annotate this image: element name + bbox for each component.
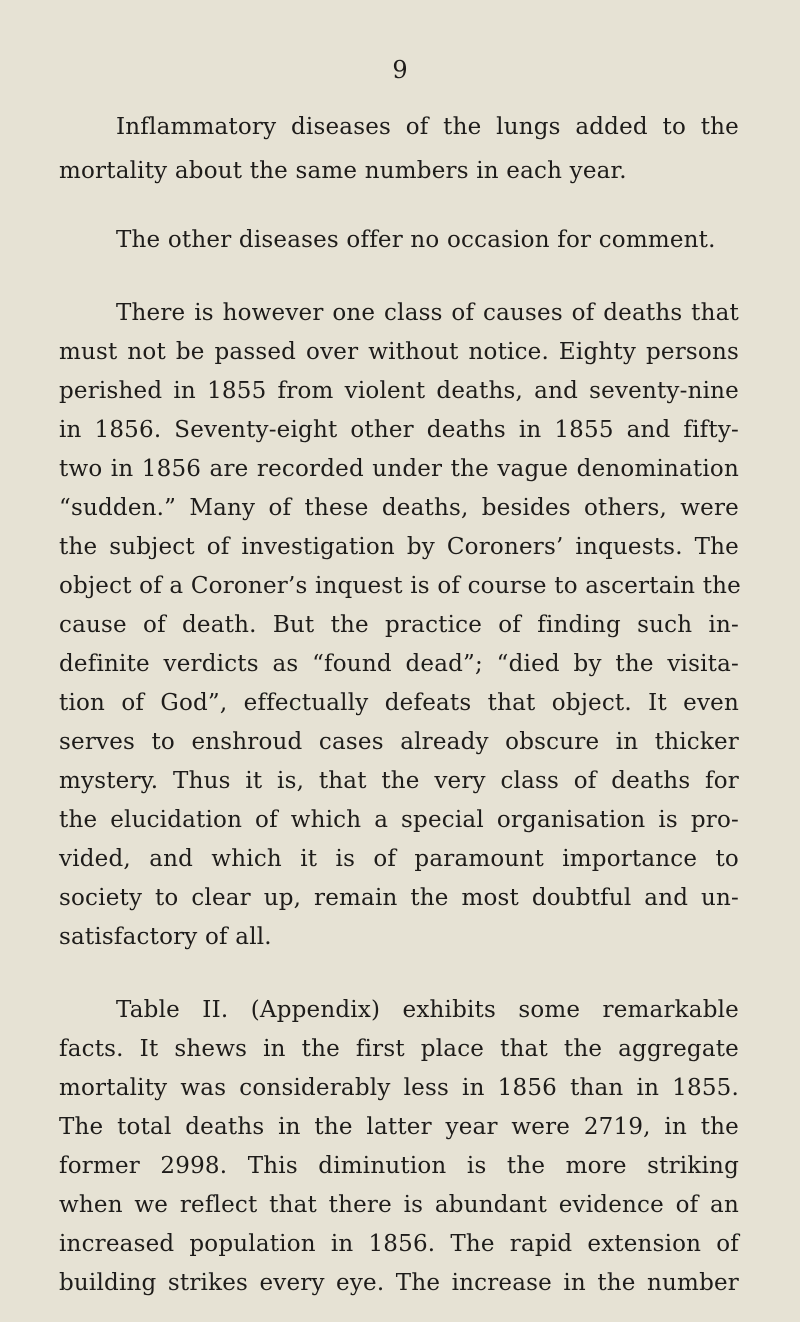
paragraph-3-line-1: There is however one class of causes of deaths that — [116, 300, 739, 326]
paragraph-4-line-1: Table II. (Appendix) exhibits some remarkable — [116, 997, 739, 1023]
paragraph-3-line-9: cause of death. But the practice of finding such in- — [59, 612, 739, 638]
paragraph-3-line-15: vided, and which it is of paramount importance to — [59, 846, 739, 872]
paragraph-4-line-7: increased population in 1856. The rapid extension of — [59, 1231, 739, 1257]
paragraph-3-line-16: society to clear up, remain the most doubtful and un- — [59, 885, 739, 911]
paragraph-3-line-10: definite verdicts as “found dead”; “died by the visita- — [59, 651, 739, 677]
paragraph-3-line-2: must not be passed over without notice. Eighty persons — [59, 339, 739, 365]
paragraph-3-line-17: satisfactory of all. — [59, 924, 272, 950]
paragraph-3-line-5: two in 1856 are recorded under the vague denomination — [59, 456, 739, 482]
page-number: 9 — [392, 56, 408, 84]
paragraph-3-line-11: tion of God”, effectually defeats that object. It even — [59, 690, 739, 716]
paragraph-4-line-3: mortality was considerably less in 1856 than in 1855. — [59, 1075, 739, 1101]
paragraph-3-line-4: in 1856. Seventy-eight other deaths in 1855 and fifty- — [59, 417, 739, 443]
paragraph-4-line-6: when we reflect that there is abundant evidence of an — [59, 1192, 739, 1218]
paragraph-3-line-6: “sudden.” Many of these deaths, besides others, were — [59, 495, 739, 521]
paragraph-3-line-8: object of a Coroner’s inquest is of course to ascertain the — [59, 573, 741, 599]
paragraph-1-line-1: Inflammatory diseases of the lungs added to the — [116, 114, 739, 140]
paragraph-1-line-2: mortality about the same numbers in each year. — [59, 158, 627, 184]
paragraph-4-line-4: The total deaths in the latter year were 2719, in the — [59, 1114, 739, 1140]
paragraph-3-line-3: perished in 1855 from violent deaths, and seventy-nine — [59, 378, 739, 404]
paragraph-3-line-14: the elucidation of which a special organisation is pro- — [59, 807, 739, 833]
paragraph-3-line-13: mystery. Thus it is, that the very class of deaths for — [59, 768, 739, 794]
paragraph-2-line-1: The other diseases offer no occasion for comment. — [116, 227, 716, 253]
paragraph-4-line-2: facts. It shews in the first place that the aggregate — [59, 1036, 739, 1062]
paragraph-4-line-5: former 2998. This diminution is the more striking — [59, 1153, 739, 1179]
paragraph-3-line-12: serves to enshroud cases already obscure in thicker — [59, 729, 739, 755]
paragraph-3-line-7: the subject of investigation by Coroners’ inquests. The — [59, 534, 739, 560]
paragraph-4-line-8: building strikes every eye. The increase in the number — [59, 1270, 739, 1296]
